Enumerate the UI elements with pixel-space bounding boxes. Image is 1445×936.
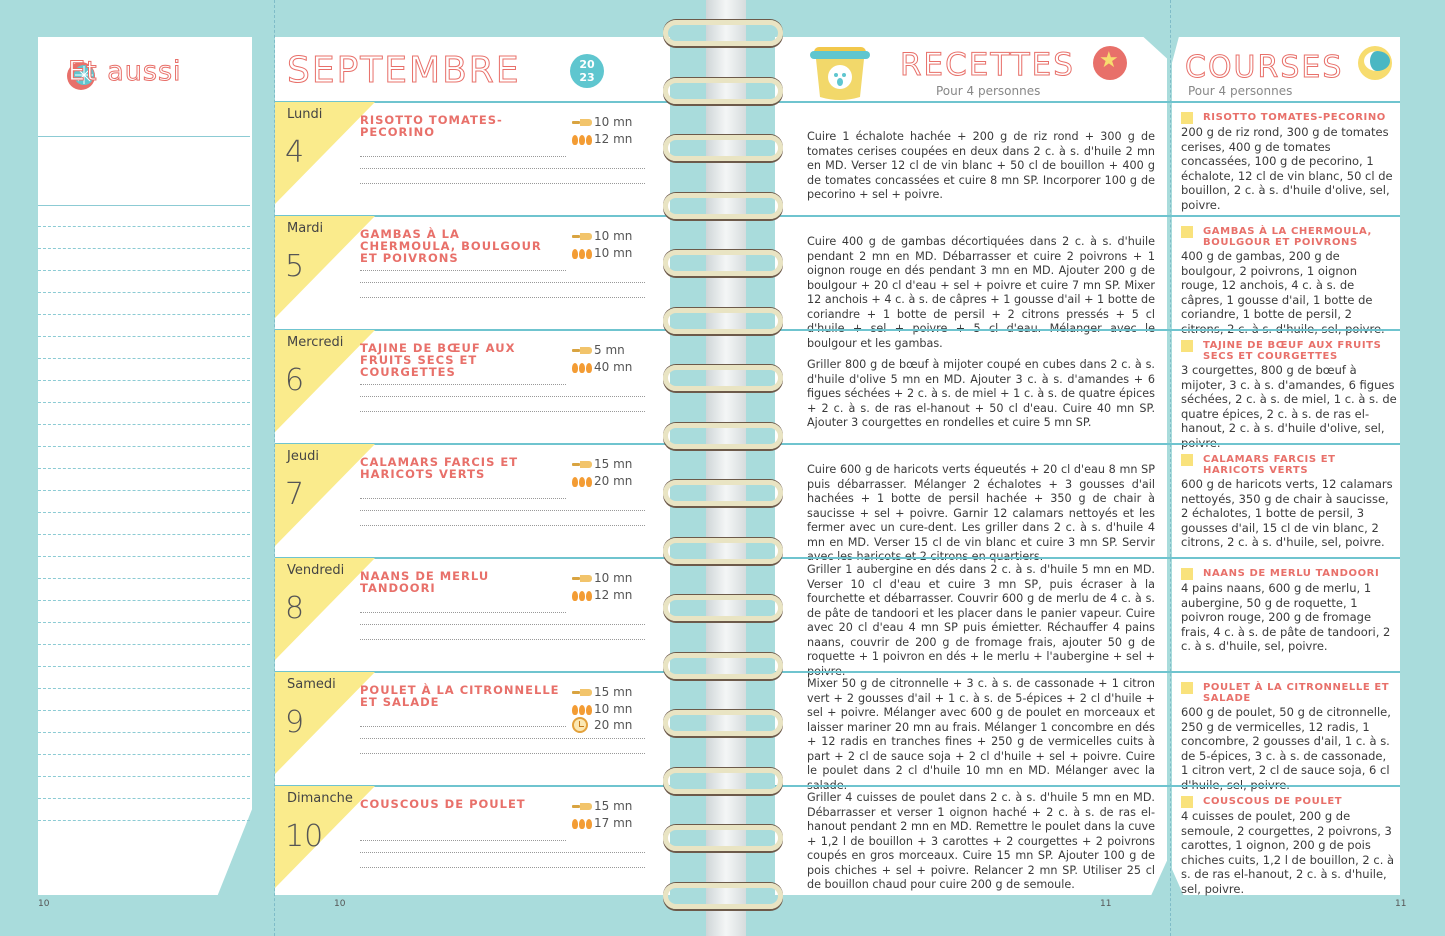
- flame-icon: [572, 704, 592, 715]
- day-number: 8: [285, 591, 305, 626]
- spiral-ring: [663, 883, 783, 909]
- prep-time-value: 10 mn: [594, 229, 633, 243]
- writing-line[interactable]: [360, 726, 566, 727]
- day-name: Lundi: [287, 107, 323, 122]
- flame-icon: [572, 590, 592, 601]
- writing-line[interactable]: [360, 867, 645, 868]
- recipe-title[interactable]: COUSCOUS DE POULET: [360, 797, 526, 811]
- panel-rule: [38, 205, 250, 206]
- cook-time: [572, 132, 632, 146]
- panel-writing-line[interactable]: [38, 380, 250, 381]
- checkbox-icon[interactable]: [1181, 568, 1193, 580]
- spiral-ring: [663, 538, 783, 564]
- recipe-instructions: Griller 4 cuisses de poulet dans 2 c. à s. d'huile 5 mn en MD. Débarrasser et verser 1 oignon haché + 2 c. à s. de ras el-hanout pendant 2 mn en MD. Remettre le poulet dans la cuve + 1,2 l de bouillon + 3 carottes + 2 courgettes + 2 poivrons coupés en gros morceaux. Cuire 15 mn SP. Ajouter 100 g de pois chiches + sel + poivre. Relancer 2 mn SP. Utiliser 25 cl de bouillon chaud pour cuire 200 g de semoule.: [807, 791, 1155, 891]
- prep-time: [572, 343, 625, 357]
- spiral-ring: [663, 423, 783, 449]
- panel-writing-line[interactable]: [38, 534, 250, 535]
- shopping-list-ingredients: 4 pains naans, 600 g de merlu, 1 aubergine, 50 g de roquette, 1 poivron rouge, 200 g de fromage frais, 4 c. à s. de pâte de tandoori, 2 c. à s. d'huile, sel, poivre.: [1181, 581, 1391, 653]
- writing-line[interactable]: [360, 498, 566, 499]
- shopping-list-title: RISOTTO TOMATES-PECORINO: [1203, 112, 1386, 123]
- day-number: 5: [285, 249, 305, 284]
- recipe-instructions: Cuire 1 échalote hachée + 200 g de riz rond + 300 g de tomates cerises coupées en deux dans 2 c. à s. d'huile 2 mn en MD. Verser 12 cl de vin blanc + 50 cl de bouillon + 400 g de tomates concassées et cuire 8 mn SP. Incorporer 100 g de pecorino + sel + poivre.: [807, 130, 1155, 201]
- shopping-list-item: [1181, 226, 1397, 336]
- panel-writing-line[interactable]: [38, 446, 250, 447]
- spiral-ring: [663, 250, 783, 276]
- recipe-instructions: Cuire 600 g de haricots verts équeutés + 20 cl d'eau 8 mn SP puis débarrasser. Mélanger 2 échalotes + 3 gousses d'ail hachées + 1 botte de persil hachée + 350 g de chair à saucisse + sel + poivre. Garnir 12 calamars nettoyés et les fermer avec un cure-dent. Les griller dans 2 c. à s. d'huile 4 mn en MD. Verser 15 cl de vin blanc et cuire 3 mn SP. Servir avec les haricots et 2 citrons en quartiers.: [807, 463, 1155, 563]
- day-number: 9: [285, 705, 305, 740]
- left-page-number: 10: [334, 899, 346, 909]
- spiral-ring: [663, 768, 783, 794]
- checkbox-icon[interactable]: [1181, 226, 1193, 238]
- shopping-list-header: [1181, 112, 1397, 124]
- panel-writing-line[interactable]: [38, 622, 250, 623]
- row-divider-right: [775, 557, 1400, 559]
- panel-writing-line[interactable]: [38, 710, 250, 711]
- panel-writing-line[interactable]: [38, 226, 250, 227]
- shopping-list-ingredients: 4 cuisses de poulet, 200 g de semoule, 2 courgettes, 2 poivrons, 3 carottes, 1 oignon, 200 g de pois chiches cuits, 1,2 l de bouillon, 2 c. à s. de ras el-hanout, 2 c. à s. d'huile, sel, poivre.: [1181, 809, 1395, 896]
- knife-icon: [572, 118, 592, 127]
- day-name: Jeudi: [287, 449, 319, 464]
- panel-writing-line[interactable]: [38, 754, 250, 755]
- panel-writing-line[interactable]: [38, 732, 250, 733]
- writing-line[interactable]: [360, 510, 645, 511]
- panel-writing-line[interactable]: [38, 666, 250, 667]
- knife-icon: [572, 802, 592, 811]
- day-name: Samedi: [287, 677, 336, 692]
- prep-time-value: 15 mn: [594, 457, 633, 471]
- shopping-list-item: [1181, 112, 1397, 212]
- writing-line[interactable]: [360, 612, 566, 613]
- cook-time-value: 20 mn: [594, 474, 633, 488]
- cook-time: [572, 588, 632, 602]
- recipe-instructions: Griller 1 aubergine en dés dans 2 c. à s. d'huile 5 mn en MD. Verser 10 cl d'eau et cuire 3 mn SP, puis écraser à la fourchette et débarrasser. Couvrir 600 g de merlu de 4 c. à s. de pâte de tandoori et les placer dans le panier vapeur. Cuire avec 20 cl d'eau 4 mn SP puis émietter. Réchauffer 4 pains naans, couvrir de 200 g de fromage frais, ajouter 50 g de roquette + 1 poivron en dés + le merlu + l'aubergine + sel + poivre.: [807, 563, 1155, 678]
- shopping-list-ingredients: 600 g de haricots verts, 12 calamars nettoyés, 350 g de chair à saucisse, 2 échalotes, 1 botte de persil, 3 gousses d'ail, 15 cl de vin blanc, 2 citrons, 2 c. à s. d'huile, sel, poivre.: [1181, 477, 1393, 549]
- shopping-list-title: NAANS DE MERLU TANDOORI: [1203, 568, 1380, 579]
- panel-writing-line[interactable]: [38, 556, 250, 557]
- cook-time: [572, 702, 632, 716]
- writing-line[interactable]: [360, 183, 645, 184]
- knife-icon: [572, 460, 592, 469]
- shopping-list-item: [1181, 682, 1397, 792]
- year-bottom: 23: [579, 71, 595, 84]
- prep-time-value: 15 mn: [594, 685, 633, 699]
- recipe-title[interactable]: NAANS DE MERLU TANDOORI: [360, 569, 490, 595]
- cook-time-value: 12 mn: [594, 588, 633, 602]
- spiral-ring: [663, 365, 783, 391]
- day-name: Mardi: [287, 221, 324, 236]
- spiral-ring: [663, 135, 783, 161]
- writing-line[interactable]: [360, 156, 566, 157]
- writing-line[interactable]: [360, 282, 645, 283]
- flame-icon: [572, 248, 592, 259]
- flame-icon: [572, 134, 592, 145]
- day-name: Dimanche: [287, 791, 353, 806]
- spiral-ring: [663, 20, 783, 46]
- panel-writing-line[interactable]: [38, 490, 250, 491]
- courses-title: COURSES: [1185, 50, 1344, 85]
- recipe-instructions: Mixer 50 g de citronnelle + 3 c. à s. de cassonade + 1 citron vert + 2 gousses d'ail + 1 c. à s. de 5-épices + 2 cl d'huile + sel + poivre. Mélanger avec 600 g de poulet en morceaux et laisser mariner 20 mn au frais. Mélanger 1 concombre en dés + 12 radis en tranches fines + 250 g de vermicelles cuits à part + 2 cl de sauce soja + 2 cl d'huile + sel + poivre. Cuire le poulet dans 2 cl d'huile 10 mn en MD. Mélanger avec la salade.: [807, 677, 1155, 792]
- spiral-ring: [663, 825, 783, 851]
- panel-writing-line[interactable]: [38, 578, 250, 579]
- writing-line[interactable]: [360, 411, 645, 412]
- prep-time: [572, 457, 632, 471]
- recipe-title[interactable]: POULET À LA CITRONNELLE ET SALADE: [360, 683, 560, 709]
- rest-time-value: 20 mn: [594, 718, 633, 732]
- day-name: Mercredi: [287, 335, 344, 350]
- shopping-list-title: TAJINE DE BŒUF AUX FRUITS SECS ET COURGETTES: [1203, 340, 1382, 362]
- cooker-icon: [808, 45, 872, 101]
- day-number: 10: [285, 819, 324, 854]
- checkbox-icon[interactable]: [1181, 682, 1193, 694]
- flame-icon: [572, 362, 592, 373]
- shopping-list-header: [1181, 454, 1397, 476]
- cook-time: [572, 474, 632, 488]
- shopping-list-item: [1181, 454, 1397, 550]
- recipes-page-number: 11: [1100, 899, 1112, 909]
- recipes-subtitle: Pour 4 personnes: [936, 84, 1041, 98]
- writing-line[interactable]: [360, 840, 566, 841]
- recipes-title: RECETTES: [900, 47, 1075, 83]
- knife-icon: [572, 346, 592, 355]
- prep-time: [572, 571, 632, 585]
- checkbox-icon[interactable]: [1181, 340, 1193, 352]
- shopping-list-title: CALAMARS FARCIS ET HARICOTS VERTS: [1203, 454, 1336, 476]
- panel-writing-line[interactable]: [38, 270, 250, 271]
- prep-time: [572, 799, 632, 813]
- prep-time-value: 15 mn: [594, 799, 633, 813]
- row-divider-right: [775, 101, 1400, 103]
- shopping-list-header: [1181, 226, 1397, 248]
- courses-subtitle: Pour 4 personnes: [1188, 84, 1293, 98]
- flame-icon: [572, 476, 592, 487]
- knife-icon: [572, 232, 592, 241]
- rest-time: [572, 717, 632, 733]
- prep-time-value: 5 mn: [594, 343, 625, 357]
- prep-time: [572, 685, 632, 699]
- spiral-ring: [663, 308, 783, 334]
- panel-writing-line[interactable]: [38, 314, 250, 315]
- prep-time: [572, 229, 632, 243]
- shopping-list-title: COUSCOUS DE POULET: [1203, 796, 1343, 807]
- cook-time: [572, 816, 632, 830]
- year-top: 20: [579, 58, 595, 71]
- panel-writing-line[interactable]: [38, 402, 250, 403]
- shopping-list-header: [1181, 682, 1397, 704]
- cook-time-value: 17 mn: [594, 816, 633, 830]
- spiral-ring: [663, 78, 783, 104]
- shopping-list-header: [1181, 568, 1397, 580]
- writing-line[interactable]: [360, 297, 645, 298]
- day-number: 6: [285, 363, 305, 398]
- year-badge: [570, 54, 604, 88]
- day-name: Vendredi: [287, 563, 345, 578]
- writing-line[interactable]: [360, 852, 645, 853]
- spiral-ring: [663, 595, 783, 621]
- flame-icon: [572, 818, 592, 829]
- writing-line[interactable]: [360, 753, 645, 754]
- panel-writing-line[interactable]: [38, 468, 250, 469]
- panel-writing-line[interactable]: [38, 248, 250, 249]
- panel-writing-line[interactable]: [38, 336, 250, 337]
- panel-page-number: 10: [38, 899, 50, 909]
- writing-line[interactable]: [360, 639, 645, 640]
- shopping-list-item: [1181, 796, 1397, 896]
- writing-line[interactable]: [360, 525, 645, 526]
- writing-line[interactable]: [360, 270, 566, 271]
- writing-line[interactable]: [360, 738, 645, 739]
- spiral-ring: [663, 193, 783, 219]
- recipe-title[interactable]: RISOTTO TOMATES-PECORINO: [360, 113, 503, 139]
- et-aussi-title: Et aussi: [68, 56, 182, 87]
- panel-rule: [38, 136, 250, 137]
- shopping-list-header: [1181, 340, 1397, 362]
- checkbox-icon[interactable]: [1181, 796, 1193, 808]
- recipe-title[interactable]: TAJINE DE BŒUF AUX FRUITS SECS ET COURGETTES: [360, 341, 516, 379]
- shopping-list-ingredients: 200 g de riz rond, 300 g de tomates cerises, 400 g de tomates concassées, 100 g de pecorino, 1 échalote, 12 cl de vin blanc, 50 cl de bouillon, 2 c. à s. d'huile d'olive, sel, poivre.: [1181, 125, 1393, 212]
- shopping-list-ingredients: 3 courgettes, 800 g de bœuf à mijoter, 3 c. à s. d'amandes, 6 figues séchées, 2 c. à s. de miel, 1 c. à s. de quatre épices, 2 c. à s. de ras el-hanout, 2 c. à s. d'huile d'olive, sel, poivre.: [1181, 363, 1397, 450]
- shopping-list-item: [1181, 568, 1397, 654]
- cook-time: [572, 360, 632, 374]
- day-number: 4: [285, 135, 305, 170]
- basket-icon: [1358, 46, 1392, 80]
- recipe-title[interactable]: CALAMARS FARCIS ET HARICOTS VERTS: [360, 455, 519, 481]
- panel-writing-line[interactable]: [38, 424, 250, 425]
- panel-writing-line[interactable]: [38, 358, 250, 359]
- panel-writing-line[interactable]: [38, 512, 250, 513]
- spiral-ring: [663, 480, 783, 506]
- shopping-list-ingredients: 400 g de gambas, 200 g de boulgour, 2 poivrons, 1 oignon rouge, 12 anchois, 4 c. à s. de câpres, 1 gousse d'ail, 1 botte de coriandre, 1 botte de persil, 2 citrons, 2 c. à s. d'huile, sel, poivre.: [1181, 249, 1385, 336]
- cook-time-value: 12 mn: [594, 132, 633, 146]
- writing-line[interactable]: [360, 168, 645, 169]
- shopping-list-item: [1181, 340, 1397, 450]
- star-icon: [1093, 46, 1127, 80]
- shopping-list-title: POULET À LA CITRONNELLE ET SALADE: [1203, 682, 1390, 704]
- recipe-title[interactable]: GAMBAS À LA CHERMOULA, BOULGOUR ET POIVRONS: [360, 227, 542, 265]
- spiral-ring: [663, 653, 783, 679]
- row-divider-right: [775, 671, 1400, 673]
- checkbox-icon[interactable]: [1181, 454, 1193, 466]
- panel-writing-line[interactable]: [38, 292, 250, 293]
- panel-writing-line[interactable]: [38, 798, 250, 799]
- prep-time-value: 10 mn: [594, 115, 633, 129]
- cook-time: [572, 246, 632, 260]
- page-separator-right: [1170, 0, 1171, 936]
- row-divider-right: [775, 785, 1400, 787]
- courses-page-number: 11: [1395, 899, 1407, 909]
- day-number: 7: [285, 477, 305, 512]
- spiral-ring: [663, 710, 783, 736]
- row-divider-right: [775, 329, 1400, 331]
- panel-writing-line[interactable]: [38, 644, 250, 645]
- cook-time-value: 10 mn: [594, 702, 633, 716]
- panel-writing-line[interactable]: [38, 776, 250, 777]
- checkbox-icon[interactable]: [1181, 112, 1193, 124]
- cook-time-value: 10 mn: [594, 246, 633, 260]
- writing-line[interactable]: [360, 396, 645, 397]
- row-divider-right: [775, 443, 1400, 445]
- shopping-list-header: [1181, 796, 1397, 808]
- panel-writing-line[interactable]: [38, 688, 250, 689]
- knife-icon: [572, 574, 592, 583]
- prep-time: [572, 115, 632, 129]
- writing-line[interactable]: [360, 624, 645, 625]
- clock-icon: [572, 717, 588, 733]
- prep-time-value: 10 mn: [594, 571, 633, 585]
- panel-writing-line[interactable]: [38, 600, 250, 601]
- shopping-list-ingredients: 600 g de poulet, 50 g de citronnelle, 250 g de vermicelles, 12 radis, 1 concombre, 2 gousses d'ail, 1 c. à s. de 5-épices, 3 c. à s. de cassonade, 1 citron vert, 2 cl de sauce soja, 6 cl d'huile, sel, poivre.: [1181, 705, 1391, 792]
- writing-line[interactable]: [360, 384, 566, 385]
- recipe-instructions: Griller 800 g de bœuf à mijoter coupé en cubes dans 2 c. à s. d'huile d'olive 5 mn en MD. Ajouter 3 c. à s. d'amandes + 6 figues séchées + 2 c. à s. de miel + 1 c. à s. de quatre épices + 2 c. à s. de ras el-hanout + 50 cl d'eau. Cuire 40 mn SP. Ajouter 3 courgettes en rondelles et cuire 5 mn SP.: [807, 358, 1155, 429]
- panel-writing-line[interactable]: [38, 820, 250, 821]
- et-aussi-panel: [38, 37, 252, 895]
- knife-icon: [572, 688, 592, 697]
- row-divider-right: [775, 215, 1400, 217]
- recipe-instructions: Cuire 400 g de gambas décortiquées dans 2 c. à s. d'huile pendant 2 mn en MD. Débarrasser et cuire 2 poivrons + 1 oignon rouge en dés pendant 3 mn en MD. Ajouter 200 g de boulgour + 20 cl d'eau + sel + poivre et cuire 7 mn SP. Mixer 12 anchois + 4 c. à s. de câpres + 1 gousse d'ail + 1 botte de coriandre + 1 botte de persil + 2 citrons pressés + 5 cl d'huile + sel + poivre + 5 cl d'eau. Mélanger avec le boulgour et les gambas.: [807, 235, 1155, 350]
- shopping-list-title: GAMBAS À LA CHERMOULA, BOULGOUR ET POIVRONS: [1203, 226, 1372, 248]
- month-title: SEPTEMBRE: [287, 50, 521, 91]
- cook-time-value: 40 mn: [594, 360, 633, 374]
